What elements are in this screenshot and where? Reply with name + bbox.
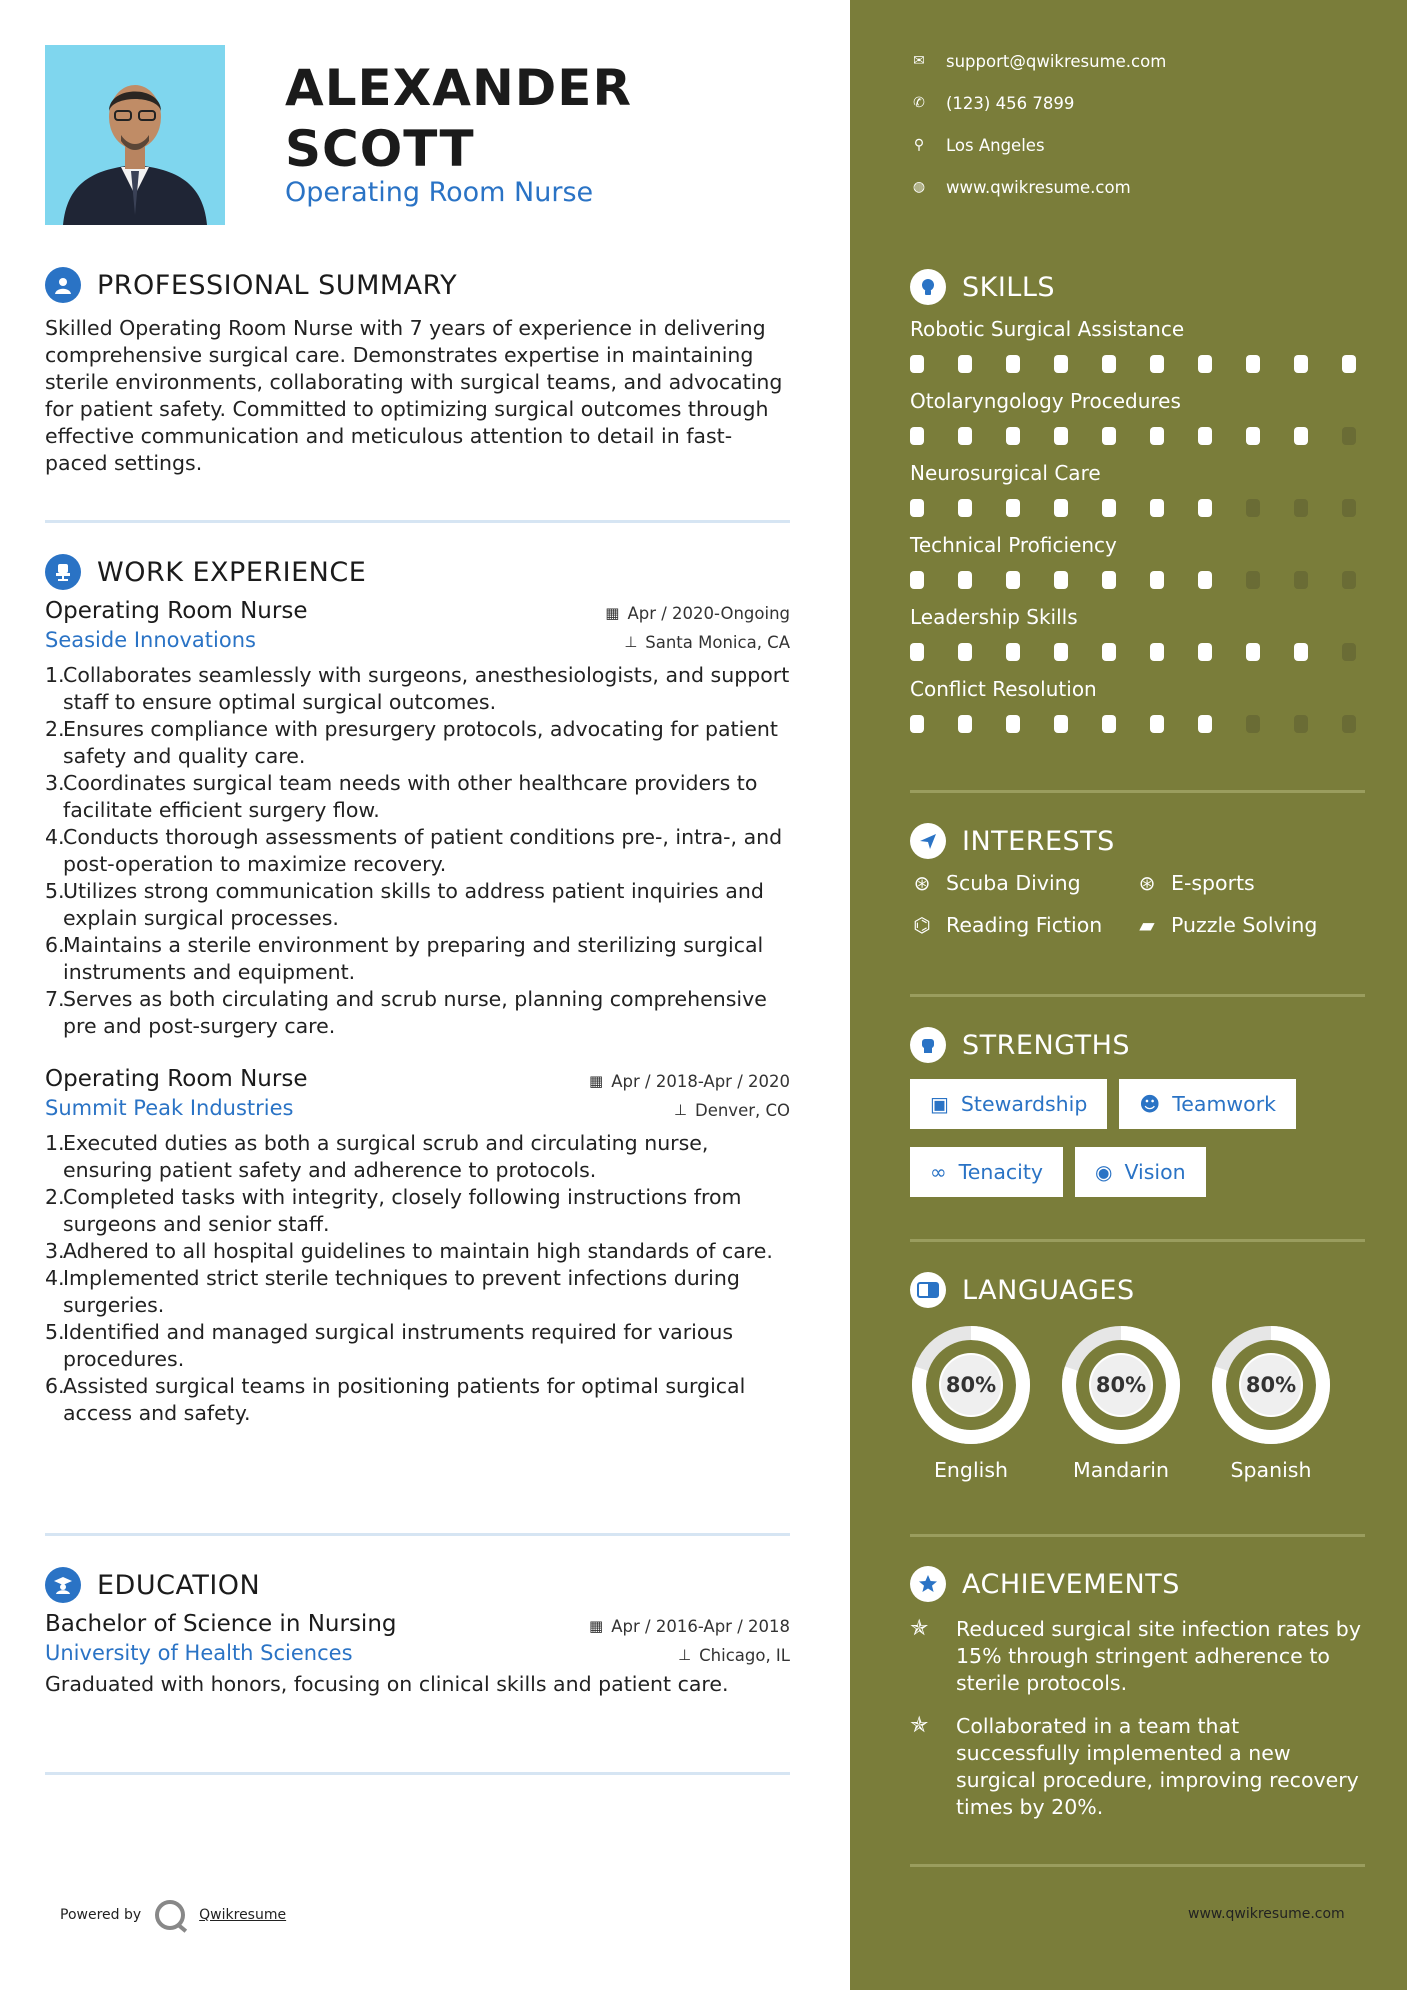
rating-dot (1006, 499, 1020, 517)
rating-dot (1102, 571, 1116, 589)
list-item: 3. Coordinates surgical team needs with other healthcare providers to facilitate efficient surgery flow. (45, 771, 758, 822)
envelope-icon: ✉ (913, 53, 925, 69)
summary-title: PROFESSIONAL SUMMARY (97, 269, 458, 301)
strength-chip: ◉ Vision (1075, 1147, 1206, 1197)
strength-chip: ☻ Teamwork (1119, 1079, 1296, 1129)
rating-dot (1342, 571, 1356, 589)
rating-dot (1294, 643, 1308, 661)
rating-dot (1246, 499, 1260, 517)
section-divider (910, 1864, 1365, 1867)
rating-dot (1054, 715, 1068, 733)
rating-dot (1102, 355, 1116, 373)
skill-rating (910, 355, 1365, 379)
language-item (1210, 1324, 1332, 1482)
language-item (910, 1324, 1032, 1482)
job-dates: Apr / 2020-Ongoing (627, 603, 790, 623)
achievements-list (910, 1616, 1365, 1821)
pin-icon: ⊥ (673, 1101, 687, 1119)
qwikresume-logo-icon (155, 1900, 185, 1930)
education-section (45, 1565, 790, 1698)
rating-dot (1054, 427, 1068, 445)
lifebuoy-icon: ⊛ (913, 871, 931, 895)
rating-dot (1294, 571, 1308, 589)
section-divider (910, 1534, 1365, 1537)
skill-rating (910, 499, 1365, 523)
powered-by-label: Powered by (60, 1907, 142, 1923)
list-item: 5. Identified and managed surgical instruments required for various procedures. (45, 1320, 734, 1371)
strengths-title: STRENGTHS (962, 1029, 1131, 1061)
language-percent: 80% (945, 1373, 997, 1397)
language-name: English (933, 1458, 1009, 1482)
job-company: Seaside Innovations (45, 628, 256, 652)
summary-section (45, 265, 790, 477)
list-item: 1. Executed duties as both a surgical scrub and circulating nurse, ensuring patient safety and adherence to protocols. (45, 1131, 709, 1182)
graduate-icon (45, 1567, 81, 1603)
interests-list (910, 871, 1365, 937)
rating-dot (1294, 499, 1308, 517)
rating-dot (910, 355, 924, 373)
lifebuoy-icon: ⊛ (1138, 871, 1156, 895)
section-divider (45, 1533, 790, 1536)
skill-name: Technical Proficiency (910, 533, 1117, 557)
degree: Bachelor of Science in Nursing (45, 1611, 397, 1637)
rating-dot (1150, 499, 1164, 517)
rating-dot (1294, 427, 1308, 445)
list-item: 7. Serves as both circulating and scrub nurse, planning comprehensive pre and post-surgery care. (45, 987, 767, 1038)
rating-dot (1006, 427, 1020, 445)
education-dates: Apr / 2016-Apr / 2018 (611, 1616, 790, 1636)
briefcase-icon: ▣ (930, 1092, 949, 1116)
rating-dot (1198, 715, 1212, 733)
skill-item (910, 677, 1365, 739)
phone-icon: ✆ (913, 95, 925, 111)
job-location: Santa Monica, CA (645, 632, 790, 652)
skill-item (910, 461, 1365, 523)
summary-text: Skilled Operating Room Nurse with 7 years of experience in delivering comprehensive surgical care. Demonstrates expertise in maintaining sterile environments, collaborating with surgical teams, and advocating for patient safety. Committed to optimizing surgical outcomes through effective communication and meticulous attention to detail in fast-paced settings. (45, 316, 783, 475)
contact-email[interactable]: ✉ support@qwikresume.com (910, 40, 1166, 82)
contact-location: ⚲ Los Angeles (910, 124, 1166, 166)
rating-dot (1246, 643, 1260, 661)
language-percent: 80% (1095, 1373, 1147, 1397)
language-icon (910, 1272, 946, 1308)
rating-dot (1342, 643, 1356, 661)
footer-website[interactable]: www.qwikresume.com (1188, 1906, 1345, 1922)
job-title: Operating Room Nurse (45, 1066, 308, 1092)
rating-dot (1150, 643, 1164, 661)
job-entry (45, 1066, 790, 1427)
rating-dot (1150, 355, 1164, 373)
job-dates: Apr / 2018-Apr / 2020 (611, 1071, 790, 1091)
globe-icon: ◍ (912, 179, 926, 195)
strength-chip: ∞ Tenacity (910, 1147, 1063, 1197)
strength-chip: ▣ Stewardship (910, 1079, 1107, 1129)
achievements-section (910, 1564, 1365, 1837)
name-line-1: ALEXANDER (285, 59, 632, 117)
job-bullets (45, 1130, 790, 1427)
rating-dot (910, 715, 924, 733)
skill-item (910, 605, 1365, 667)
languages-list (910, 1324, 1365, 1482)
languages-title: LANGUAGES (962, 1274, 1135, 1306)
rating-dot (1246, 571, 1260, 589)
list-item: 6. Maintains a sterile environment by preparing and sterilizing surgical instruments and equipment. (45, 933, 764, 984)
rating-dot (1246, 427, 1260, 445)
rating-dot (1102, 715, 1116, 733)
interest-item: ⊛ Scuba Diving (910, 871, 1135, 895)
job-role: Operating Room Nurse (285, 177, 594, 208)
job-entry (45, 598, 790, 1040)
calendar-icon: ▦ (589, 1617, 604, 1635)
interests-title: INTERESTS (962, 825, 1115, 857)
fist-icon (910, 1027, 946, 1063)
skill-rating (910, 715, 1365, 739)
interest-item: ▰ Puzzle Solving (1135, 913, 1365, 937)
rating-dot (910, 643, 924, 661)
rating-dot (1054, 643, 1068, 661)
rating-dot (1006, 643, 1020, 661)
skill-name: Otolaryngology Procedures (910, 389, 1181, 413)
skill-item (910, 317, 1365, 379)
skill-item (910, 389, 1365, 451)
rating-dot (1006, 571, 1020, 589)
skill-rating (910, 427, 1365, 451)
list-item: 1. Collaborates seamlessly with surgeons, anesthesiologists, and support staff to ensure optimal surgical outcomes. (45, 663, 790, 714)
rating-dot (1342, 427, 1356, 445)
rating-dot (910, 499, 924, 517)
languages-section (910, 1270, 1365, 1482)
rating-dot (958, 715, 972, 733)
rating-dot (1198, 643, 1212, 661)
list-item: 5. Utilizes strong communication skills to address patient inquiries and explain surgical processes. (45, 879, 764, 930)
strengths-section (910, 1025, 1365, 1197)
skill-name: Leadership Skills (910, 605, 1078, 629)
rating-dot (958, 643, 972, 661)
link-icon: ∞ (930, 1160, 947, 1184)
education-description: Graduated with honors, focusing on clinical skills and patient care. (45, 1672, 729, 1696)
rating-dot (1102, 427, 1116, 445)
language-progress-ring (1060, 1324, 1182, 1446)
language-name: Mandarin (1073, 1458, 1169, 1482)
star-icon (910, 1566, 946, 1602)
education-title: EDUCATION (97, 1569, 261, 1601)
section-divider (45, 520, 790, 523)
rating-dot (1198, 571, 1212, 589)
rating-dot (1006, 355, 1020, 373)
rating-dot (1198, 499, 1212, 517)
rating-dot (958, 427, 972, 445)
skills-title: SKILLS (962, 271, 1056, 303)
rating-dot (1054, 499, 1068, 517)
list-item: 4. Implemented strict sterile techniques to prevent infections during surgeries. (45, 1266, 740, 1317)
education-location: Chicago, IL (699, 1645, 790, 1665)
skill-name: Robotic Surgical Assistance (910, 317, 1185, 341)
achievement-item: ✯ Collaborated in a team that successfully implemented a new surgical procedure, improving recovery times by 20%. (910, 1713, 1359, 1819)
rating-dot (958, 571, 972, 589)
rating-dot (910, 427, 924, 445)
job-title: Operating Room Nurse (45, 598, 308, 624)
school: University of Health Sciences (45, 1641, 353, 1665)
name-line-2: SCOTT (285, 120, 475, 178)
contact-info (910, 40, 1166, 208)
candidate-name (285, 58, 632, 180)
list-item: 6. Assisted surgical teams in positioning patients for optimal surgical access and safety. (45, 1374, 746, 1425)
rating-dot (1294, 355, 1308, 373)
language-progress-ring (1210, 1324, 1332, 1446)
rating-dot (1054, 355, 1068, 373)
gamepad-icon: ⌬ (913, 913, 931, 937)
section-divider (910, 994, 1365, 997)
work-section (45, 552, 790, 1427)
users-icon: ☻ (1139, 1092, 1161, 1116)
paper-plane-icon (910, 823, 946, 859)
education-entry (45, 1611, 790, 1698)
rating-dot (1246, 715, 1260, 733)
rating-dot (1294, 715, 1308, 733)
skill-item (910, 533, 1365, 595)
binoculars-icon: ◉ (1095, 1160, 1113, 1184)
list-item: 2. Completed tasks with integrity, closely following instructions from surgeons and senior staff. (45, 1185, 742, 1236)
star-icon: ✯ (910, 1616, 929, 1641)
rating-dot (1150, 715, 1164, 733)
language-name: Spanish (1230, 1458, 1312, 1482)
section-divider (910, 1239, 1365, 1242)
rating-dot (1342, 355, 1356, 373)
skills-section (910, 267, 1365, 739)
rating-dot (1006, 715, 1020, 733)
pin-icon: ⊥ (678, 1646, 692, 1664)
map-pin-icon: ⚲ (913, 137, 925, 153)
rating-dot (1150, 571, 1164, 589)
job-bullets (45, 662, 790, 1040)
work-title: WORK EXPERIENCE (97, 556, 367, 588)
rating-dot (1342, 499, 1356, 517)
calendar-icon: ▦ (589, 1072, 604, 1090)
achievement-item: ✯ Reduced surgical site infection rates by 15% through stringent adherence to sterile protocols. (910, 1616, 1361, 1695)
job-location: Denver, CO (694, 1100, 790, 1120)
powered-by (60, 1900, 286, 1930)
language-progress-ring (910, 1324, 1032, 1446)
job-company: Summit Peak Industries (45, 1096, 294, 1120)
rating-dot (958, 499, 972, 517)
contact-website[interactable]: ◍ www.qwikresume.com (910, 166, 1166, 208)
profile-photo (45, 45, 225, 225)
avatar (45, 45, 225, 225)
rating-dot (958, 355, 972, 373)
rating-dot (1054, 571, 1068, 589)
strengths-list (910, 1079, 1365, 1197)
rating-dot (1342, 715, 1356, 733)
interest-item: ⊛ E-sports (1135, 871, 1365, 895)
language-item (1060, 1324, 1182, 1482)
skill-name: Neurosurgical Care (910, 461, 1101, 485)
star-icon: ✯ (910, 1713, 929, 1738)
list-item: 4. Conducts thorough assessments of patient conditions pre-, intra-, and post-operation to maximize recovery. (45, 825, 783, 876)
interest-item: ⌬ Reading Fiction (910, 913, 1135, 937)
rating-dot (1246, 355, 1260, 373)
achievements-title: ACHIEVEMENTS (962, 1568, 1180, 1600)
rating-dot (1198, 355, 1212, 373)
section-divider (45, 1772, 790, 1775)
skill-name: Conflict Resolution (910, 677, 1097, 701)
user-icon (45, 267, 81, 303)
calendar-icon: ▦ (605, 604, 620, 622)
skill-rating (910, 571, 1365, 595)
rating-dot (1150, 427, 1164, 445)
section-divider (910, 790, 1365, 793)
lightbulb-icon (910, 269, 946, 305)
rating-dot (1102, 499, 1116, 517)
language-percent: 80% (1245, 1373, 1297, 1397)
qwikresume-link[interactable]: Qwikresume (199, 1907, 287, 1923)
chair-icon (45, 554, 81, 590)
pin-icon: ⊥ (624, 633, 638, 651)
list-item: 2. Ensures compliance with presurgery protocols, advocating for patient safety and quality care. (45, 717, 778, 768)
skills-list (910, 317, 1365, 739)
rating-dot (910, 571, 924, 589)
rating-dot (1102, 643, 1116, 661)
list-item: 3. Adhered to all hospital guidelines to maintain high standards of care. (45, 1239, 773, 1263)
interests-section (910, 821, 1365, 937)
book-icon: ▰ (1139, 913, 1155, 937)
contact-phone[interactable]: ✆ (123) 456 7899 (910, 82, 1166, 124)
skill-rating (910, 643, 1365, 667)
rating-dot (1198, 427, 1212, 445)
